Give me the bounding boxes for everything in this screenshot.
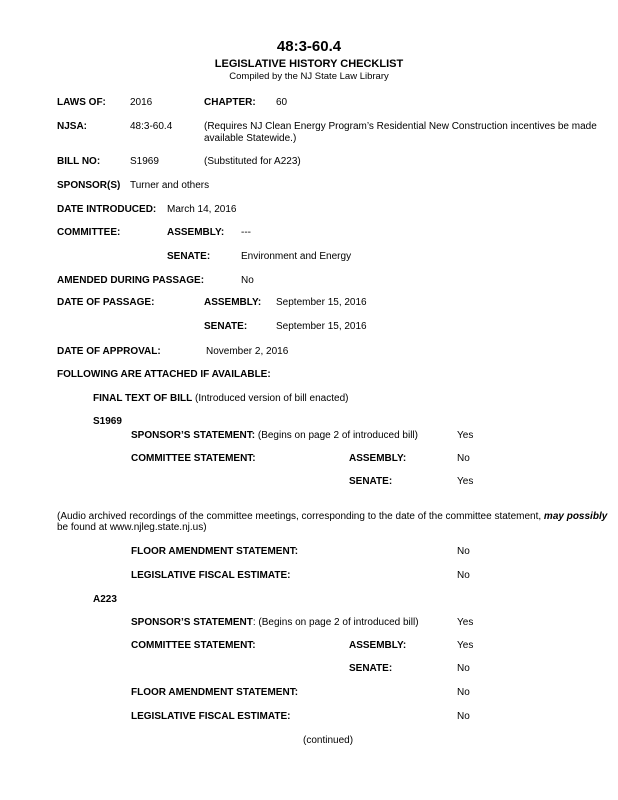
- compiled-by: Compiled by the NJ State Law Library: [229, 71, 389, 82]
- chapter-number: 60: [276, 97, 288, 108]
- date-introduced-value: March 14, 2016: [167, 204, 237, 215]
- final-text-line: [93, 393, 348, 405]
- bill-substitution-note: (Substituted for A223): [204, 156, 301, 167]
- njsa-label: NJSA:: [57, 121, 88, 132]
- audio-note-text: (Audio archived recordings of the committee meetings, corresponding to the date of the committee statement,: [57, 511, 544, 522]
- passage-assembly-label: ASSEMBLY:: [204, 297, 262, 308]
- a223-committee-assembly-value: Yes: [457, 640, 474, 651]
- s1969-committee-statement-label: COMMITTEE STATEMENT:: [131, 453, 256, 464]
- s1969-floor-amendment-value: No: [457, 546, 470, 557]
- chapter-label: CHAPTER:: [204, 97, 256, 108]
- passage-senate-label: SENATE:: [204, 321, 248, 332]
- final-text-label: FINAL TEXT OF BILL: [93, 393, 193, 404]
- audio-note-line2: be found at www.njleg.state.nj.us): [57, 522, 207, 533]
- a223-sponsor-statement-note: : (Begins on page 2 of introduced bill): [252, 617, 419, 628]
- approval-value: November 2, 2016: [206, 346, 289, 357]
- laws-of-label: LAWS OF:: [57, 97, 106, 108]
- committee-senate-value: Environment and Energy: [241, 251, 352, 262]
- a223-sponsor-statement-line: [131, 617, 419, 629]
- a223-committee-assembly-label: ASSEMBLY:: [349, 640, 407, 651]
- date-introduced-label: DATE INTRODUCED:: [57, 204, 157, 215]
- njsa-description-line1: (Requires NJ Clean Energy Program’s Residential New Construction incentives be made: [204, 121, 597, 132]
- audio-note-emphasis: may possibly: [543, 511, 608, 522]
- s1969-committee-assembly-value: No: [457, 453, 470, 464]
- s1969-bill-label: S1969: [93, 416, 122, 427]
- a223-committee-senate-label: SENATE:: [349, 663, 393, 674]
- committee-assembly-label: ASSEMBLY:: [167, 227, 225, 238]
- laws-of-year: 2016: [130, 97, 153, 108]
- a223-fiscal-estimate-value: No: [457, 711, 470, 722]
- s1969-sponsor-statement-value: Yes: [457, 430, 474, 441]
- njsa-value: 48:3-60.4: [130, 121, 173, 132]
- passage-senate-value: September 15, 2016: [276, 321, 367, 332]
- s1969-fiscal-estimate-value: No: [457, 570, 470, 581]
- committee-label: COMMITTEE:: [57, 227, 121, 238]
- approval-label: DATE OF APPROVAL:: [57, 346, 161, 357]
- bill-no-label: BILL NO:: [57, 156, 101, 167]
- s1969-sponsor-statement-label: SPONSOR’S STATEMENT:: [131, 430, 256, 441]
- a223-bill-label: A223: [93, 594, 117, 605]
- a223-fiscal-estimate-label: LEGISLATIVE FISCAL ESTIMATE:: [131, 711, 291, 722]
- amended-label: AMENDED DURING PASSAGE:: [57, 275, 205, 286]
- njsa-description-line2: available Statewide.): [204, 133, 297, 144]
- a223-sponsor-statement-value: Yes: [457, 617, 474, 628]
- sponsor-label: SPONSOR(S): [57, 180, 121, 191]
- s1969-fiscal-estimate-label: LEGISLATIVE FISCAL ESTIMATE:: [131, 570, 291, 581]
- s1969-floor-amendment-label: FLOOR AMENDMENT STATEMENT:: [131, 546, 299, 557]
- statute-number: 48:3-60.4: [276, 38, 342, 55]
- attached-heading: FOLLOWING ARE ATTACHED IF AVAILABLE:: [57, 369, 271, 380]
- a223-committee-statement-label: COMMITTEE STATEMENT:: [131, 640, 256, 651]
- continued-note: (continued): [303, 735, 354, 746]
- passage-label: DATE OF PASSAGE:: [57, 297, 155, 308]
- final-text-note: (Introduced version of bill enacted): [195, 393, 349, 404]
- a223-sponsor-statement-label: SPONSOR’S STATEMENT: [131, 617, 253, 628]
- s1969-committee-senate-label: SENATE:: [349, 476, 393, 487]
- committee-assembly-value: ---: [241, 227, 251, 238]
- passage-assembly-value: September 15, 2016: [276, 297, 367, 308]
- committee-senate-label: SENATE:: [167, 251, 211, 262]
- bill-no-value: S1969: [130, 156, 159, 167]
- a223-floor-amendment-label: FLOOR AMENDMENT STATEMENT:: [131, 687, 299, 698]
- page-title: LEGISLATIVE HISTORY CHECKLIST: [214, 58, 404, 70]
- s1969-committee-assembly-label: ASSEMBLY:: [349, 453, 407, 464]
- s1969-sponsor-statement-line: [131, 430, 418, 442]
- amended-value: No: [241, 275, 254, 286]
- s1969-committee-senate-value: Yes: [457, 476, 474, 487]
- s1969-sponsor-statement-note: (Begins on page 2 of introduced bill): [257, 430, 418, 441]
- sponsor-value: Turner and others: [130, 180, 210, 191]
- a223-committee-senate-value: No: [457, 663, 470, 674]
- a223-floor-amendment-value: No: [457, 687, 470, 698]
